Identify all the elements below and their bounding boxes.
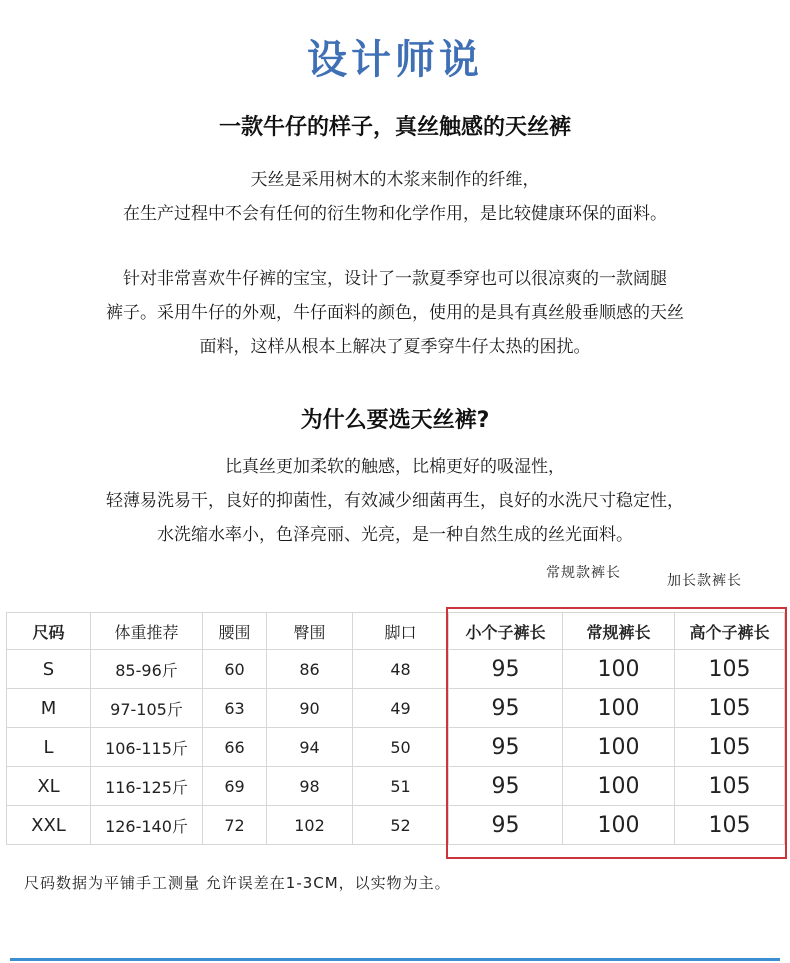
text-line: 比真丝更加柔软的触感，比棉更好的吸湿性，: [225, 457, 565, 477]
cell-hem: 52: [353, 806, 449, 845]
header-hip: 臀围: [267, 613, 353, 650]
cell-petite-length: 95: [449, 728, 563, 767]
cell-hem: 49: [353, 689, 449, 728]
cell-regular-length: 100: [563, 650, 675, 689]
intro-paragraph-2: [0, 262, 790, 364]
cell-tall-length: 105: [675, 728, 785, 767]
cell-petite-length: 95: [449, 767, 563, 806]
cell-weight: 106-115斤: [91, 728, 203, 767]
text-line: 水洗缩水率小，色泽亮丽、光亮，是一种自然生成的丝光面料。: [157, 525, 633, 545]
text-line: 面料，这样从根本上解决了夏季穿牛仔太热的困扰。: [199, 337, 591, 357]
cell-hip: 102: [267, 806, 353, 845]
bottom-divider: [10, 958, 780, 961]
cell-regular-length: 100: [563, 806, 675, 845]
cell-weight: 126-140斤: [91, 806, 203, 845]
cell-size: XL: [7, 767, 91, 806]
cell-tall-length: 105: [675, 650, 785, 689]
cell-hip: 98: [267, 767, 353, 806]
header-regular-length: 常规裤长: [563, 613, 675, 650]
header-hem: 脚口: [353, 613, 449, 650]
cell-tall-length: 105: [675, 806, 785, 845]
cell-regular-length: 100: [563, 689, 675, 728]
cell-waist: 72: [203, 806, 267, 845]
cell-tall-length: 105: [675, 689, 785, 728]
cell-tall-length: 105: [675, 767, 785, 806]
cell-size: L: [7, 728, 91, 767]
measurement-note: 尺码数据为平铺手工测量 允许误差在1-3CM，以实物为主。: [24, 874, 451, 892]
cell-hem: 48: [353, 650, 449, 689]
text-line: 天丝是采用树木的木浆来制作的纤维，: [250, 170, 540, 190]
cell-waist: 63: [203, 689, 267, 728]
section-heading-why: 为什么要选天丝裤?: [300, 408, 490, 433]
text-line: 轻薄易洗易干，良好的抑菌性，有效减少细菌再生，良好的水洗尺寸稳定性，: [106, 491, 684, 511]
header-petite-length: 小个子裤长: [449, 613, 563, 650]
header-tall-length: 高个子裤长: [675, 613, 785, 650]
page-title: 设计师说: [307, 37, 483, 83]
header-weight: 体重推荐: [91, 613, 203, 650]
cell-petite-length: 95: [449, 806, 563, 845]
regular-length-label: 常规款裤长: [546, 565, 621, 581]
cell-weight: 85-96斤: [91, 650, 203, 689]
cell-petite-length: 95: [449, 689, 563, 728]
cell-waist: 60: [203, 650, 267, 689]
long-length-label: 加长款裤长: [667, 573, 742, 589]
cell-regular-length: 100: [563, 767, 675, 806]
cell-waist: 69: [203, 767, 267, 806]
cell-hip: 94: [267, 728, 353, 767]
cell-hem: 50: [353, 728, 449, 767]
cell-hip: 90: [267, 689, 353, 728]
cell-regular-length: 100: [563, 728, 675, 767]
cell-hip: 86: [267, 650, 353, 689]
why-paragraph: [0, 450, 790, 552]
section-heading-intro: 一款牛仔的样子，真丝触感的天丝裤: [218, 115, 571, 140]
cell-weight: 97-105斤: [91, 689, 203, 728]
header-waist: 腰围: [203, 613, 267, 650]
text-line: 裤子。采用牛仔的外观，牛仔面料的颜色，使用的是具有真丝般垂顺感的天丝: [106, 303, 684, 323]
text-line: 在生产过程中不会有任何的衍生物和化学作用，是比较健康环保的面料。: [123, 204, 667, 224]
cell-weight: 116-125斤: [91, 767, 203, 806]
cell-waist: 66: [203, 728, 267, 767]
cell-size: S: [7, 650, 91, 689]
cell-hem: 51: [353, 767, 449, 806]
header-size: 尺码: [7, 613, 91, 650]
cell-size: M: [7, 689, 91, 728]
length-highlight-box: [446, 607, 787, 859]
intro-paragraph-1: [0, 163, 790, 231]
cell-petite-length: 95: [449, 650, 563, 689]
cell-size: XXL: [7, 806, 91, 845]
text-line: 针对非常喜欢牛仔裤的宝宝，设计了一款夏季穿也可以很凉爽的一款阔腿: [123, 269, 667, 289]
